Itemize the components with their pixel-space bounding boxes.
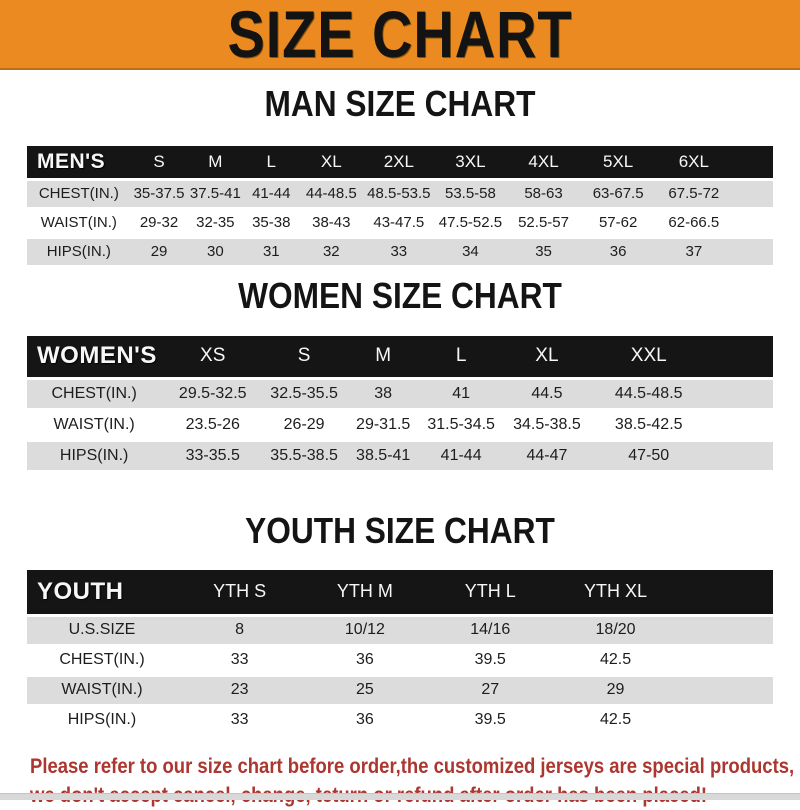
size-value: 36 [356,711,374,728]
size-value: 26-29 [283,416,325,433]
size-value: 42.5 [599,651,632,668]
size-value: 37.5-41 [189,185,241,202]
size-value: 37 [685,243,703,260]
size-column-header: L [266,151,277,171]
size-column-header: 6XL [678,151,709,171]
size-value: 29 [606,681,625,698]
size-column-header: YTH XL [584,581,648,602]
size-value: 38.5-41 [356,447,411,464]
size-value: 14/16 [470,621,511,638]
mens-table-title: MEN'S [37,149,106,173]
size-value: 18/20 [595,621,636,638]
measurement-row-hips [27,441,773,472]
size-value: 38-43 [312,214,351,231]
size-value: 30 [207,243,224,260]
size-column-header: 4XL [528,151,559,171]
size-value: 29.5-32.5 [178,385,247,402]
spacer-cell [732,208,773,237]
measurement-row-hips [27,237,773,266]
size-value: 35-38 [252,214,291,231]
size-value: 38.5-42.5 [614,416,683,433]
size-value: 44-48.5 [305,185,357,202]
footer-note [30,752,800,810]
youth-size-table [27,570,773,737]
mens-size-table [27,146,773,268]
size-value: 36 [356,651,374,668]
size-value: 32.5-35.5 [270,385,338,402]
size-chart-banner [0,0,800,70]
youth-section-heading-text: YOUTH SIZE CHART [245,510,555,551]
size-value: 41-44 [440,447,482,464]
spacer-cell [732,146,773,179]
measurement-row-hips [27,705,773,735]
size-value: 44-47 [526,447,568,464]
youth-table-header-row [27,570,773,615]
size-value: 29 [150,243,168,260]
row-label: WAIST(IN.) [40,214,117,231]
women-section-heading [0,274,800,322]
spacer-cell [678,705,773,735]
row-label: CHEST(IN.) [59,651,145,668]
womens-size-table [27,336,773,474]
size-value: 39.5 [474,651,506,668]
men-section-heading [0,83,800,130]
spacer-cell [678,645,773,675]
womens-table-header-row [27,336,773,379]
size-value: 34 [462,243,479,260]
mens-table-header-row [27,146,773,179]
size-value: 33-35.5 [185,447,240,464]
size-value: 31 [262,243,280,260]
row-label: HIPS(IN.) [67,711,137,728]
row-label: WAIST(IN.) [53,416,135,433]
size-value: 52.5-57 [518,214,569,231]
size-value: 39.5 [474,711,506,728]
size-value: 23 [230,681,249,698]
size-column-header: XL [320,151,342,171]
spacer-cell [704,410,773,441]
youth-table-title: YOUTH [37,577,124,605]
measurement-row-chest [27,379,773,410]
size-value: 29-32 [139,214,179,231]
spacer-cell [678,615,773,645]
row-label: WAIST(IN.) [61,681,143,698]
size-value: 62-66.5 [668,214,720,231]
size-column-header: YTH S [213,581,267,602]
size-value: 58-63 [524,185,563,202]
size-value: 32-35 [196,214,235,231]
size-value: 36 [609,243,627,260]
size-column-header: M [208,151,223,171]
size-value: 23.5-26 [185,416,240,433]
size-column-header: M [375,345,392,367]
size-value: 35-37.5 [133,185,185,202]
size-value: 10/12 [344,621,385,638]
size-value: 47-50 [628,447,670,464]
spacer-cell [732,237,773,266]
measurement-row-waist [27,675,773,705]
size-column-header: XS [200,345,226,367]
size-value: 44.5-48.5 [614,385,683,402]
size-value: 33 [230,651,249,668]
size-value: 44.5 [531,385,563,402]
spacer-cell [732,179,773,208]
size-value: 29-31.5 [356,416,411,433]
row-label: CHEST(IN.) [51,385,137,402]
size-column-header: L [455,345,467,367]
size-column-header: YTH L [464,581,516,602]
women-section-heading-text: WOMEN SIZE CHART [238,274,562,316]
size-column-header: XXL [630,345,667,367]
men-section-heading-text: MAN SIZE CHART [264,83,536,124]
size-column-header: S [297,345,311,367]
bottom-edge-strip [0,793,800,800]
size-value: 34.5-38.5 [513,416,581,433]
size-value: 38 [374,385,393,402]
measurement-row-chest [27,179,773,208]
size-value: 33 [390,243,408,260]
measurement-row-chest [27,645,773,675]
size-value: 41 [452,385,471,402]
spacer-cell [704,379,773,410]
size-value: 48.5-53.5 [367,185,431,202]
size-value: 67.5-72 [668,185,720,202]
size-value: 53.5-58 [444,185,496,202]
size-value: 42.5 [599,711,632,728]
size-value: 35.5-38.5 [270,447,338,464]
size-value: 33 [230,711,249,728]
spacer-cell [678,675,773,705]
size-column-header: 2XL [383,151,414,171]
size-value: 32 [322,243,340,260]
spacer-cell [704,336,773,379]
size-column-header: 5XL [603,151,634,171]
size-value: 35 [535,243,552,260]
spacer-cell [704,441,773,472]
measurement-row-waist [27,410,773,441]
size-column-header: YTH M [336,581,393,602]
banner-title: SIZE CHART [227,0,573,71]
size-column-header: 3XL [455,151,486,171]
size-value: 25 [356,681,374,698]
row-label: HIPS(IN.) [59,447,129,464]
size-value: 27 [481,681,500,698]
row-label: HIPS(IN.) [46,243,111,260]
size-column-header: XL [535,345,559,367]
size-value: 8 [235,621,245,638]
size-column-header: S [153,151,165,171]
spacer-cell [678,570,773,615]
footer-note-line1: Please refer to our size chart before order,the customized jerseys are special products, [30,754,795,778]
size-value: 31.5-34.5 [427,416,495,433]
measurement-row-waist [27,208,773,237]
youth-section-heading [0,510,800,557]
size-value: 63-67.5 [592,185,644,202]
row-label: CHEST(IN.) [38,185,119,202]
size-value: 43-47.5 [373,214,425,231]
row-label: U.S.SIZE [68,621,136,638]
size-value: 47.5-52.5 [438,214,503,231]
size-value: 57-62 [598,214,638,231]
measurement-row-ussize [27,615,773,645]
womens-table-title: WOMEN'S [37,342,157,370]
size-value: 41-44 [252,185,291,202]
